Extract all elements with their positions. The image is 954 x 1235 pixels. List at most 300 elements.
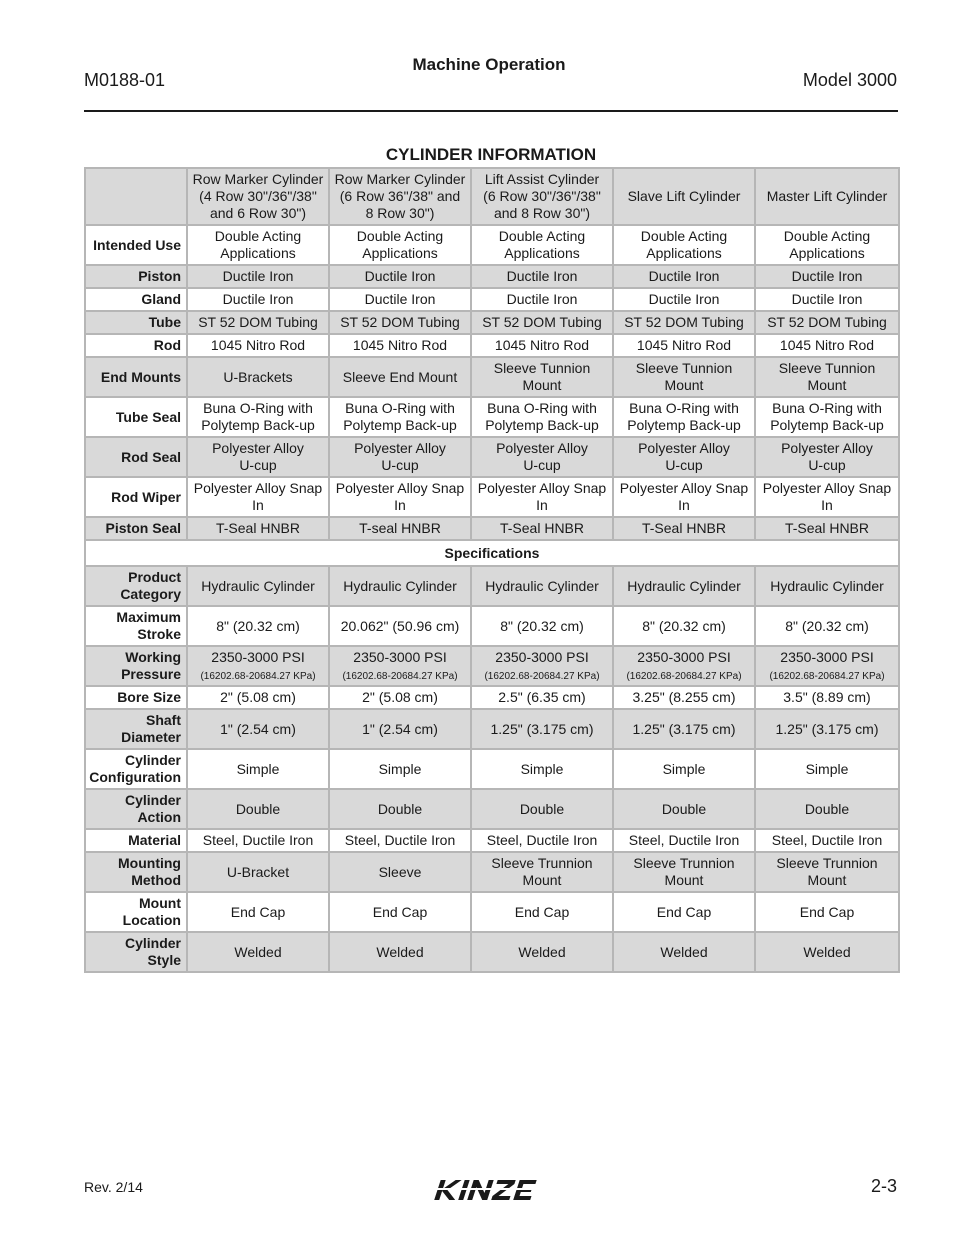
cylinder-info-table [84,167,900,973]
cell-text-line: In [536,497,548,513]
cell-text-line: Buna O-Ring with [203,400,313,416]
cell-text-line: Sleeve Trunnion [633,855,735,871]
table-cell [755,646,899,686]
table-cell [187,892,329,932]
table-cell [329,852,471,892]
cell-text-line: Sleeve Trunnion [491,855,593,871]
table-cell [471,334,613,357]
table-row [85,749,899,789]
table-cell [755,437,899,477]
cell-text-line: ST 52 DOM Tubing [624,314,744,330]
table-cell [329,437,471,477]
cell-text-line: Double Acting [640,228,728,244]
cell-text-line: Double Acting [214,228,302,244]
cell-text-line: Hydraulic Cylinder [485,577,599,594]
cell-text-line: Buna O-Ring with [629,400,739,416]
table-cell [329,265,471,288]
cell-text-line: Ductile Iron [506,291,578,307]
table-cell [187,437,329,477]
cell-text-line: End Cap [799,903,855,920]
cell-text-line: U-cup [523,457,561,473]
table-cell [755,709,899,749]
cell-text-line: ST 52 DOM Tubing [340,314,460,330]
cell-text-line: (16202.68-20684.27 KPa) [769,671,885,682]
table-cell [755,852,899,892]
page-number: 2-3 [870,1176,897,1196]
table-cell [613,265,755,288]
cell-text-line: Row Marker Cylinder [192,171,324,187]
row-label [85,646,187,686]
cell-text-line: U-cup [665,457,703,473]
section-title: Machine Operation [412,55,566,74]
cell-text-line: 1045 Nitro Rod [779,337,875,353]
cell-text-line: Polytemp Back-up [485,417,599,433]
table-cell [187,265,329,288]
row-label [85,517,187,540]
table-cell [471,686,613,709]
cell-text-line: Diameter [121,729,181,745]
cell-text-line: Polytemp Back-up [770,417,884,433]
cell-text-line: Cylinder [124,935,181,951]
cell-text-line: End Cap [230,903,286,920]
cell-text-line: 8" (20.32 cm) [785,617,869,634]
table-cell [613,829,755,852]
specifications-heading: Specifications [85,540,899,566]
cell-text-line: Product [128,569,181,585]
cell-text-line: Sleeve End Mount [342,368,458,385]
row-label [85,686,187,709]
cell-text-line: (6 Row 36"/38" and [339,188,461,204]
table-cell [329,357,471,397]
row-label [85,265,187,288]
table-row [85,517,899,540]
table-row [85,357,899,397]
table-cell [329,749,471,789]
column-header-row [85,168,899,225]
cell-text-line: Gland [141,291,181,307]
cell-text-line: Slave Lift Cylinder [627,188,741,204]
cell-text-line: Category [120,586,181,602]
cell-text-line: Style [147,952,181,968]
table-cell [613,749,755,789]
table-cell [329,686,471,709]
row-label [85,892,187,932]
table-cell [755,566,899,606]
cell-text-line: Polytemp Back-up [201,417,315,433]
table-cell [187,606,329,646]
table-cell [471,311,613,334]
column-header [613,168,755,225]
cell-text-line: Applications [504,245,580,261]
cell-text-line: End Cap [514,903,570,920]
cell-text-line: Polyester Alloy [354,440,446,456]
cell-text-line: Polyester Alloy [781,440,873,456]
row-label [85,749,187,789]
cell-text-line: Sleeve Trunnion [776,855,878,871]
table-cell [329,334,471,357]
table-cell [471,709,613,749]
cell-text-line: and 8 Row 30") [493,205,591,221]
table-cell [471,437,613,477]
cell-text-line: Piston [138,268,181,284]
cell-text-line: Mount [807,872,847,888]
row-label [85,852,187,892]
table-cell [471,829,613,852]
row-label [85,357,187,397]
table-cell [613,932,755,972]
cell-text-line: Mount [522,872,562,888]
cell-text-line: Stroke [137,626,181,642]
cell-text-line: 1045 Nitro Rod [352,337,448,353]
cell-text-line: 1" (2.54 cm) [220,720,296,737]
cell-text-line: T-Seal HNBR [784,520,870,536]
cell-text-line: Tube [148,314,181,330]
cell-text-line: Welded [518,943,566,960]
table-cell [755,357,899,397]
cell-text-line: (6 Row 30"/36"/38" [483,188,601,204]
table-cell [187,709,329,749]
table-cell [471,749,613,789]
table-cell [329,288,471,311]
table-row [85,566,899,606]
cell-text-line: Material [128,832,181,848]
table-row [85,311,899,334]
table-row [85,265,899,288]
table-cell [613,225,755,265]
cell-text-line: Double Acting [498,228,586,244]
table-cell [329,311,471,334]
cell-text-line: 20.062" (50.96 cm) [340,617,460,634]
cell-text-line: 8" (20.32 cm) [216,617,300,634]
cell-text-line: Polyester Alloy Snap [335,480,465,496]
cell-text-line: Mount [664,377,704,393]
cell-text-line: Polyester Alloy Snap [477,480,607,496]
row-label [85,477,187,517]
cell-text-line: Rod Seal [121,448,181,465]
row-label [85,789,187,829]
row-label [85,288,187,311]
table-cell [613,892,755,932]
table-cell [613,517,755,540]
cell-text-line: Steel, Ductile Iron [771,832,883,848]
table-cell [187,686,329,709]
kinze-logo [430,1176,548,1204]
cell-text-line: In [821,497,833,513]
table-cell [329,892,471,932]
row-label [85,397,187,437]
table-cell [187,932,329,972]
cell-text-line: 2350-3000 PSI [637,649,731,665]
cell-text-line: 1045 Nitro Rod [210,337,306,353]
row-label [85,566,187,606]
cell-text-line: Row Marker Cylinder [334,171,466,187]
cell-text-line: Hydraulic Cylinder [343,577,457,594]
table-row [85,892,899,932]
cell-text-line: Cylinder [124,752,181,768]
table-cell [755,225,899,265]
cell-text-line: Simple [662,760,706,777]
table-cell [613,646,755,686]
table-cell [329,646,471,686]
table-cell [613,357,755,397]
table-cell [187,334,329,357]
table-row [85,288,899,311]
cell-text-line: In [678,497,690,513]
column-header [755,168,899,225]
row-label [85,225,187,265]
cell-text-line: Method [131,872,181,888]
table-cell [471,932,613,972]
table-cell [329,225,471,265]
table-cell [471,892,613,932]
cell-text-line: Lift Assist Cylinder [484,171,600,187]
table-row [85,397,899,437]
table-cell [187,789,329,829]
table-cell [471,852,613,892]
cell-text-line: Sleeve Tunnion [635,360,733,376]
row-label [85,829,187,852]
cell-text-line: Simple [520,760,564,777]
cell-text-line: 2.5" (6.35 cm) [498,689,586,705]
cell-text-line: U-cup [239,457,277,473]
cell-text-line: Double Acting [356,228,444,244]
cell-text-line: Action [137,809,181,825]
cell-text-line: 2" (5.08 cm) [362,689,438,705]
table-cell [755,397,899,437]
table-cell [755,892,899,932]
table-cell [471,566,613,606]
table-cell [613,334,755,357]
cell-text-line: 8" (20.32 cm) [642,617,726,634]
cell-text-line: Mount [807,377,847,393]
cell-text-line: Polyester Alloy Snap [193,480,323,496]
cell-text-line: 2350-3000 PSI [353,649,447,665]
cell-text-line: Rod [153,337,181,353]
cell-text-line: Polyester Alloy [212,440,304,456]
cell-text-line: Maximum [116,609,181,625]
table-cell [613,311,755,334]
cell-text-line: Double [519,800,565,817]
cell-text-line: Steel, Ductile Iron [202,832,314,848]
cell-text-line: (16202.68-20684.27 KPa) [626,671,742,682]
table-cell [329,932,471,972]
table-cell [471,288,613,311]
table-row [85,932,899,972]
table-row [85,686,899,709]
cell-text-line: U-cup [381,457,419,473]
table-cell [187,829,329,852]
cell-text-line: End Cap [372,903,428,920]
revision-label: Rev. 2/14 [84,1179,143,1195]
table-cell [613,789,755,829]
cell-text-line: Polyester Alloy [638,440,730,456]
cell-text-line: Polyester Alloy Snap [619,480,749,496]
table-cell [329,789,471,829]
cell-text-line: (16202.68-20684.27 KPa) [200,671,316,682]
cell-text-line: T-Seal HNBR [499,520,585,536]
cell-text-line: ST 52 DOM Tubing [198,314,318,330]
table-row [85,225,899,265]
cell-text-line: 1045 Nitro Rod [636,337,732,353]
table-cell [613,477,755,517]
table-cell [613,852,755,892]
cell-text-line: Simple [236,760,280,777]
cell-text-line: Welded [376,943,424,960]
cell-text-line: Polyester Alloy Snap [762,480,892,496]
cell-text-line: Double [235,800,281,817]
table-cell [471,646,613,686]
cell-text-line: Applications [362,245,438,261]
table-cell [613,606,755,646]
table-row [85,709,899,749]
table-cell [187,357,329,397]
cell-text-line: End Cap [656,903,712,920]
table-cell [187,225,329,265]
table-cell [187,288,329,311]
table-cell [471,477,613,517]
cell-text-line: ST 52 DOM Tubing [767,314,887,330]
table-cell [329,566,471,606]
cell-text-line: ST 52 DOM Tubing [482,314,602,330]
cell-text-line: Ductile Iron [364,268,436,284]
table-cell [755,686,899,709]
cell-text-line: Applications [646,245,722,261]
table-cell [471,789,613,829]
cell-text-line: and 6 Row 30") [209,205,307,221]
cell-text-line: Sleeve Tunnion [493,360,591,376]
cell-text-line: Shaft [146,712,181,728]
table-row [85,477,899,517]
cell-text-line: Welded [234,943,282,960]
table-row [85,334,899,357]
cell-text-line: U-cup [808,457,846,473]
cell-text-line: Configuration [89,769,181,785]
cell-text-line: 3.5" (8.89 cm) [783,689,871,705]
cell-text-line: Mount [522,377,562,393]
header-divider [84,110,898,112]
cell-text-line: Mount [664,872,704,888]
cell-text-line: In [394,497,406,513]
table-row [85,829,899,852]
cell-text-line: Ductile Iron [791,291,863,307]
cell-text-line: Intended Use [93,236,181,253]
cell-text-line: 3.25" (8.255 cm) [632,689,736,705]
cell-text-line: Applications [789,245,865,261]
cell-text-line: Hydraulic Cylinder [627,577,741,594]
specifications-heading-row [85,540,899,566]
table-cell [187,749,329,789]
cell-text-line: Rod Wiper [111,488,181,505]
cell-text-line: Buna O-Ring with [772,400,882,416]
cell-text-line: U-Brackets [223,368,293,385]
cell-text-line: Welded [803,943,851,960]
cell-text-line: Working [125,649,181,665]
cell-text-line: Polyester Alloy [496,440,588,456]
table-cell [187,477,329,517]
table-cell [329,517,471,540]
cell-text-line: Piston Seal [105,520,181,536]
table-cell [471,357,613,397]
corner-cell [85,168,187,225]
table-row [85,437,899,477]
table-row [85,789,899,829]
cell-text-line: Hydraulic Cylinder [770,577,884,594]
table-cell [187,517,329,540]
cell-text-line: Buna O-Ring with [487,400,597,416]
cell-text-line: Ductile Iron [364,291,436,307]
row-label [85,334,187,357]
row-label [85,932,187,972]
table-row [85,852,899,892]
cell-text-line: T-Seal HNBR [641,520,727,536]
cell-text-line: Sleeve [378,863,422,880]
cell-text-line: (4 Row 30"/36"/38" [199,188,317,204]
cell-text-line: Ductile Iron [791,268,863,284]
cell-text-line: 1.25" (3.175 cm) [632,720,736,737]
table-cell [471,397,613,437]
cell-text-line: 2" (5.08 cm) [220,689,296,705]
table-cell [471,606,613,646]
table-cell [187,397,329,437]
cell-text-line: Double [377,800,423,817]
cell-text-line: Applications [220,245,296,261]
table-cell [329,606,471,646]
table-cell [613,709,755,749]
cell-text-line: Hydraulic Cylinder [201,577,315,594]
table-cell [755,932,899,972]
table-cell [187,646,329,686]
table-cell [755,311,899,334]
cell-text-line: Ductile Iron [506,268,578,284]
cell-text-line: End Mounts [100,368,181,385]
cell-text-line: In [252,497,264,513]
table-cell [613,437,755,477]
table-row [85,646,899,686]
cell-text-line: 8 Row 30") [365,205,435,221]
table-cell [329,709,471,749]
document-number: M0188-01 [84,70,166,90]
column-header [187,168,329,225]
table-cell [187,852,329,892]
row-label [85,606,187,646]
table-cell [471,265,613,288]
cell-text-line: Ductile Iron [222,268,294,284]
table-cell [755,829,899,852]
cell-text-line: Buna O-Ring with [345,400,455,416]
cell-text-line: 1045 Nitro Rod [494,337,590,353]
table-cell [471,517,613,540]
cell-text-line: Sleeve Tunnion [778,360,876,376]
row-label [85,437,187,477]
table-cell [755,606,899,646]
table-cell [613,397,755,437]
table-cell [329,477,471,517]
table-cell [755,789,899,829]
cell-text-line: Tube Seal [115,408,181,425]
cell-text-line: Ductile Iron [648,291,720,307]
table-cell [755,477,899,517]
cell-text-line: Location [122,912,181,928]
model-name: Model 3000 [802,70,897,90]
cell-text-line: 2350-3000 PSI [211,649,305,665]
column-header [329,168,471,225]
cell-text-line: Pressure [121,666,181,682]
table-cell [613,288,755,311]
cell-text-line: Simple [378,760,422,777]
table-row [85,606,899,646]
cell-text-line: 2350-3000 PSI [495,649,589,665]
table-cell [755,288,899,311]
